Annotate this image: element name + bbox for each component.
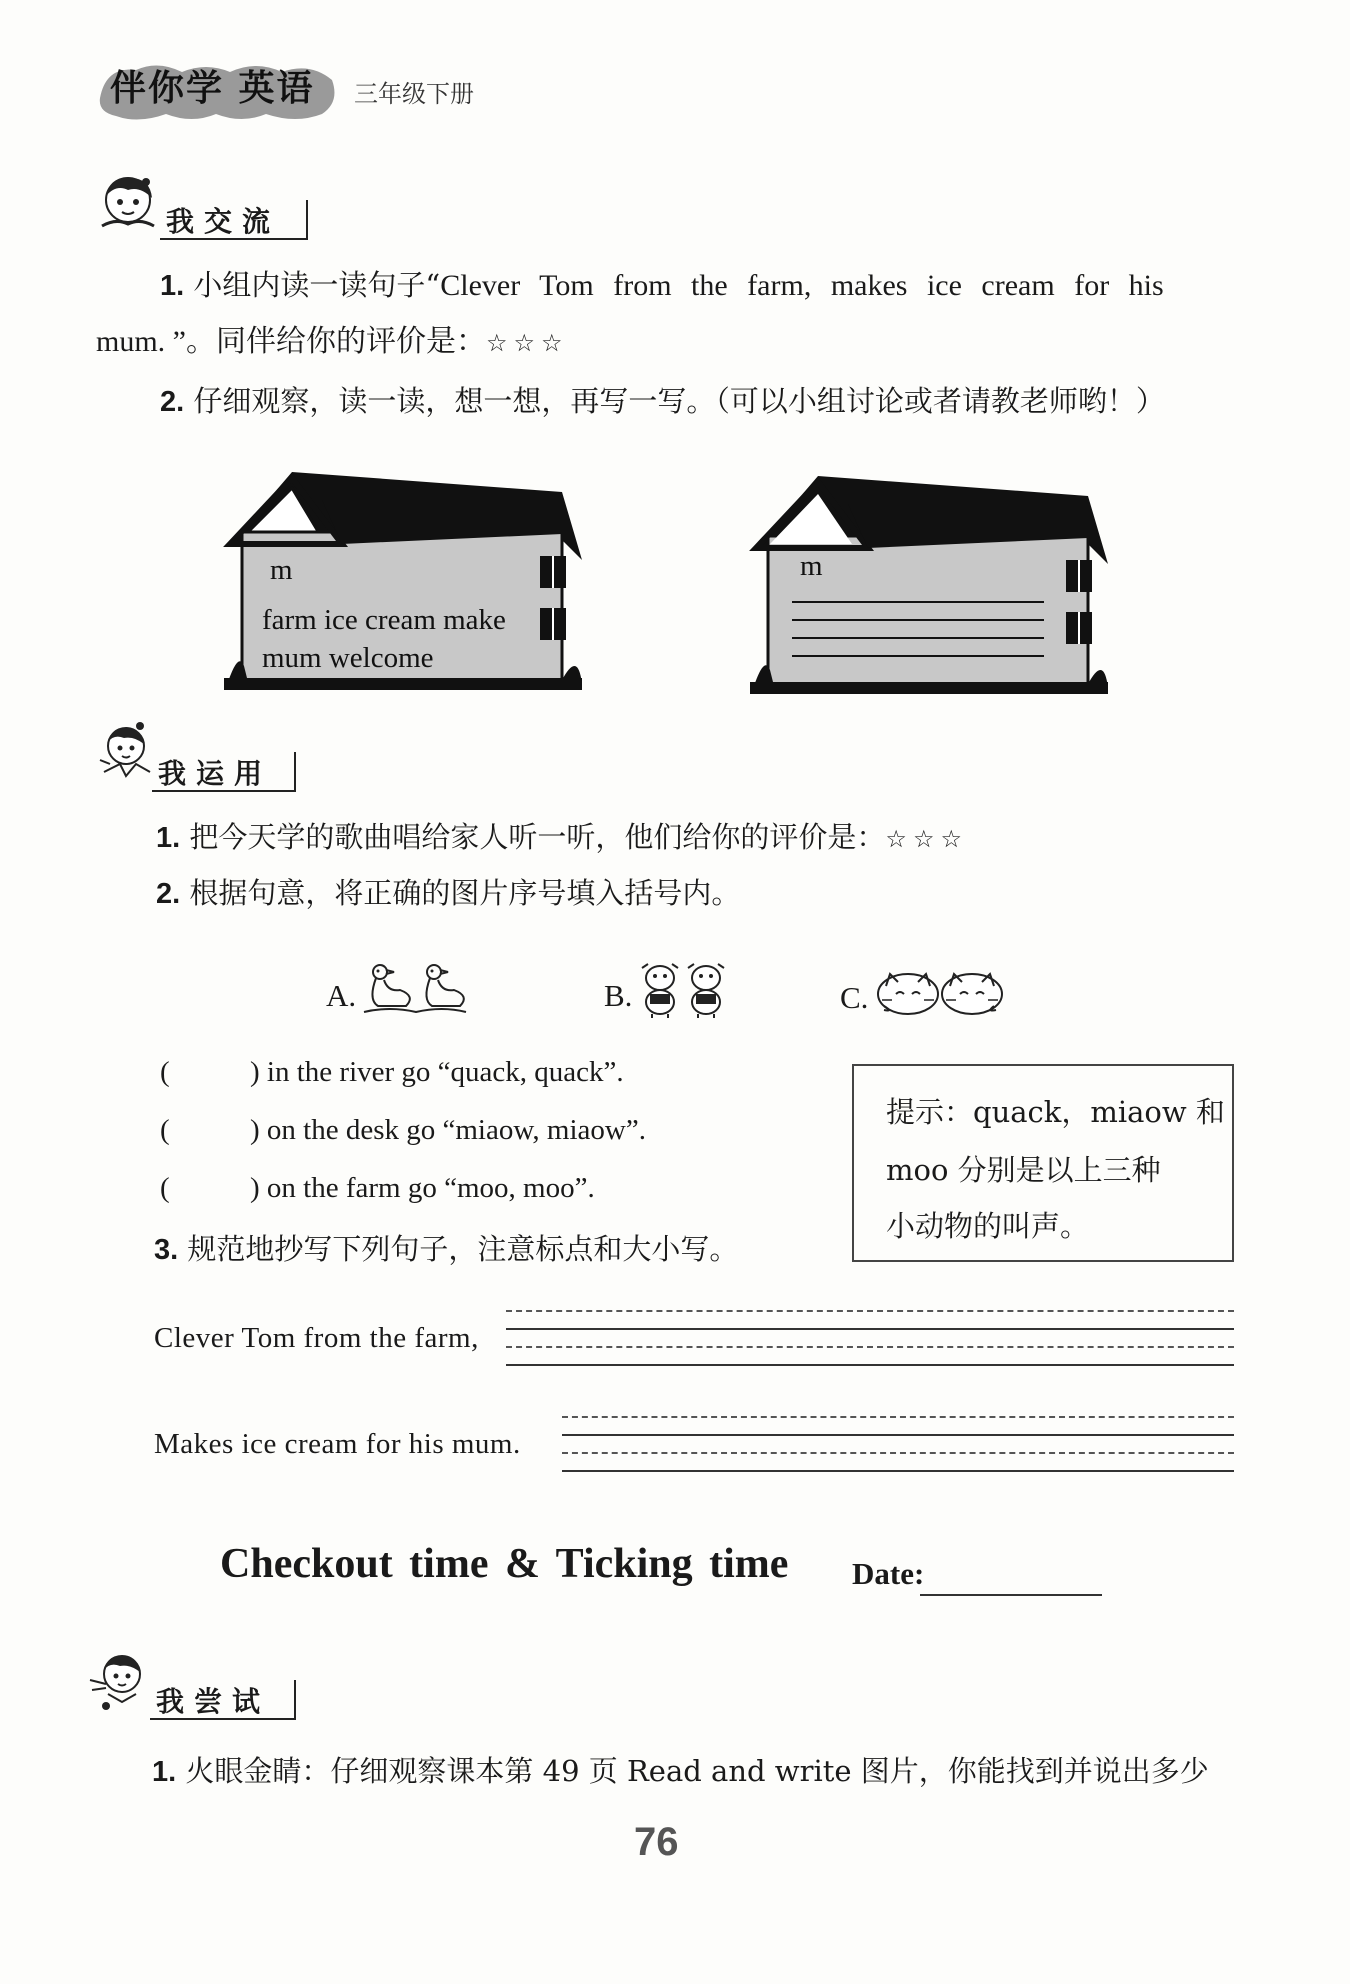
use-q1 bbox=[156, 820, 968, 856]
try-q1 bbox=[152, 1754, 1209, 1790]
question-text-en: mum. ”。同伴给你的评价是： bbox=[96, 325, 486, 358]
rating-stars: ☆☆☆ bbox=[486, 329, 569, 357]
copy-sentence-2: Makes ice cream for his mum. bbox=[154, 1428, 521, 1460]
answer-blank[interactable]: ( bbox=[160, 1056, 170, 1088]
writing-guide-line bbox=[562, 1434, 1234, 1436]
option-b-label: B. bbox=[604, 978, 633, 1013]
house-2-illustration bbox=[748, 474, 1110, 696]
question-number: 1. bbox=[156, 822, 181, 854]
question-text: 规范地抄写下列句子，注意标点和大小写。 bbox=[187, 1232, 739, 1266]
section-title-use: 我运用 bbox=[158, 757, 273, 790]
tip-line-3: 小动物的叫声。 bbox=[886, 1209, 1090, 1243]
exchange-q1-line1 bbox=[160, 268, 1164, 304]
girl-mascot-icon bbox=[88, 1650, 152, 1712]
section-divider bbox=[294, 752, 296, 792]
writing-line[interactable] bbox=[506, 1346, 1234, 1348]
grade-label: 三年级下册 bbox=[354, 80, 474, 108]
question-number: 1. bbox=[160, 270, 185, 302]
use-q3 bbox=[154, 1232, 738, 1268]
house-1-words-line2: mum welcome bbox=[262, 642, 434, 674]
house-1-words-line1: farm ice cream make bbox=[262, 604, 506, 636]
house-1-letter: m bbox=[270, 554, 293, 586]
question-text: 仔细观察，读一读，想一想，再写一写。（可以小组讨论或者请教老师哟！） bbox=[193, 384, 1165, 418]
question-number: 2. bbox=[160, 386, 185, 418]
use-q2 bbox=[156, 876, 740, 912]
cat-icon bbox=[874, 966, 1006, 1018]
blank-line-3: ( ) on the farm go “moo, moo”. bbox=[160, 1172, 595, 1204]
question-text-en: Clever Tom from the farm, makes ice cream for his bbox=[440, 269, 1164, 302]
writing-guide-line bbox=[506, 1310, 1234, 1312]
question-number: 2. bbox=[156, 878, 181, 910]
girl-mascot-icon bbox=[96, 720, 160, 782]
duck-icon bbox=[362, 960, 468, 1018]
question-number: 3. bbox=[154, 1234, 179, 1266]
question-text: 火眼金睛：仔细观察课本第 49 页 Read and write 图片，你能找到并说出多少 bbox=[185, 1754, 1209, 1788]
option-c-label: C. bbox=[840, 980, 869, 1015]
date-input-line[interactable] bbox=[920, 1594, 1102, 1596]
writing-guide-line bbox=[506, 1328, 1234, 1330]
question-text: 根据句意，将正确的图片序号填入括号内。 bbox=[189, 876, 741, 910]
question-number: 1. bbox=[152, 1756, 177, 1788]
checkout-heading: Checkout time & Ticking time bbox=[220, 1541, 789, 1587]
section-underline bbox=[152, 790, 296, 792]
writing-guide-line bbox=[506, 1364, 1234, 1366]
blank-line-1: ( ) in the river go “quack, quack”. bbox=[160, 1056, 624, 1088]
cow-icon bbox=[638, 960, 730, 1020]
girl-mascot-icon bbox=[96, 172, 160, 234]
tip-line-2: moo 分别是以上三种 bbox=[886, 1153, 1161, 1187]
blank-text: on the desk go “miaow, miaow”. bbox=[266, 1114, 646, 1146]
section-underline bbox=[150, 1718, 296, 1720]
rating-stars: ☆☆☆ bbox=[885, 825, 968, 853]
option-a-label: A. bbox=[326, 978, 357, 1013]
writing-guide-line bbox=[562, 1470, 1234, 1472]
house-2-letter: m bbox=[800, 550, 823, 582]
blank-text: in the river go “quack, quack”. bbox=[266, 1056, 624, 1088]
tip-line-1: 提示：quack，miaow 和 bbox=[886, 1095, 1225, 1129]
copy-sentence-1: Clever Tom from the farm, bbox=[154, 1322, 479, 1354]
page-number: 76 bbox=[634, 1820, 679, 1864]
question-text: 把今天学的歌曲唱给家人听一听，他们给你的评价是： bbox=[189, 820, 886, 854]
exchange-q1-line2 bbox=[96, 324, 569, 360]
section-title-exchange: 我交流 bbox=[166, 205, 281, 238]
exchange-q2 bbox=[160, 384, 1165, 420]
section-divider bbox=[294, 1680, 296, 1720]
section-title-try: 我尝试 bbox=[156, 1685, 271, 1718]
section-divider bbox=[306, 200, 308, 240]
blank-line-2: ( ) on the desk go “miaow, miaow”. bbox=[160, 1114, 646, 1146]
writing-line[interactable] bbox=[562, 1452, 1234, 1454]
blank-text: on the farm go “moo, moo”. bbox=[266, 1172, 595, 1204]
date-label: Date: bbox=[852, 1556, 925, 1591]
answer-blank[interactable]: ( bbox=[160, 1172, 170, 1204]
question-text-cn: 小组内读一读句子“ bbox=[193, 268, 441, 302]
brand-title: 伴你学 英语 bbox=[110, 68, 315, 109]
section-underline bbox=[160, 238, 308, 240]
answer-blank[interactable]: ( bbox=[160, 1114, 170, 1146]
writing-guide-line bbox=[562, 1416, 1234, 1418]
